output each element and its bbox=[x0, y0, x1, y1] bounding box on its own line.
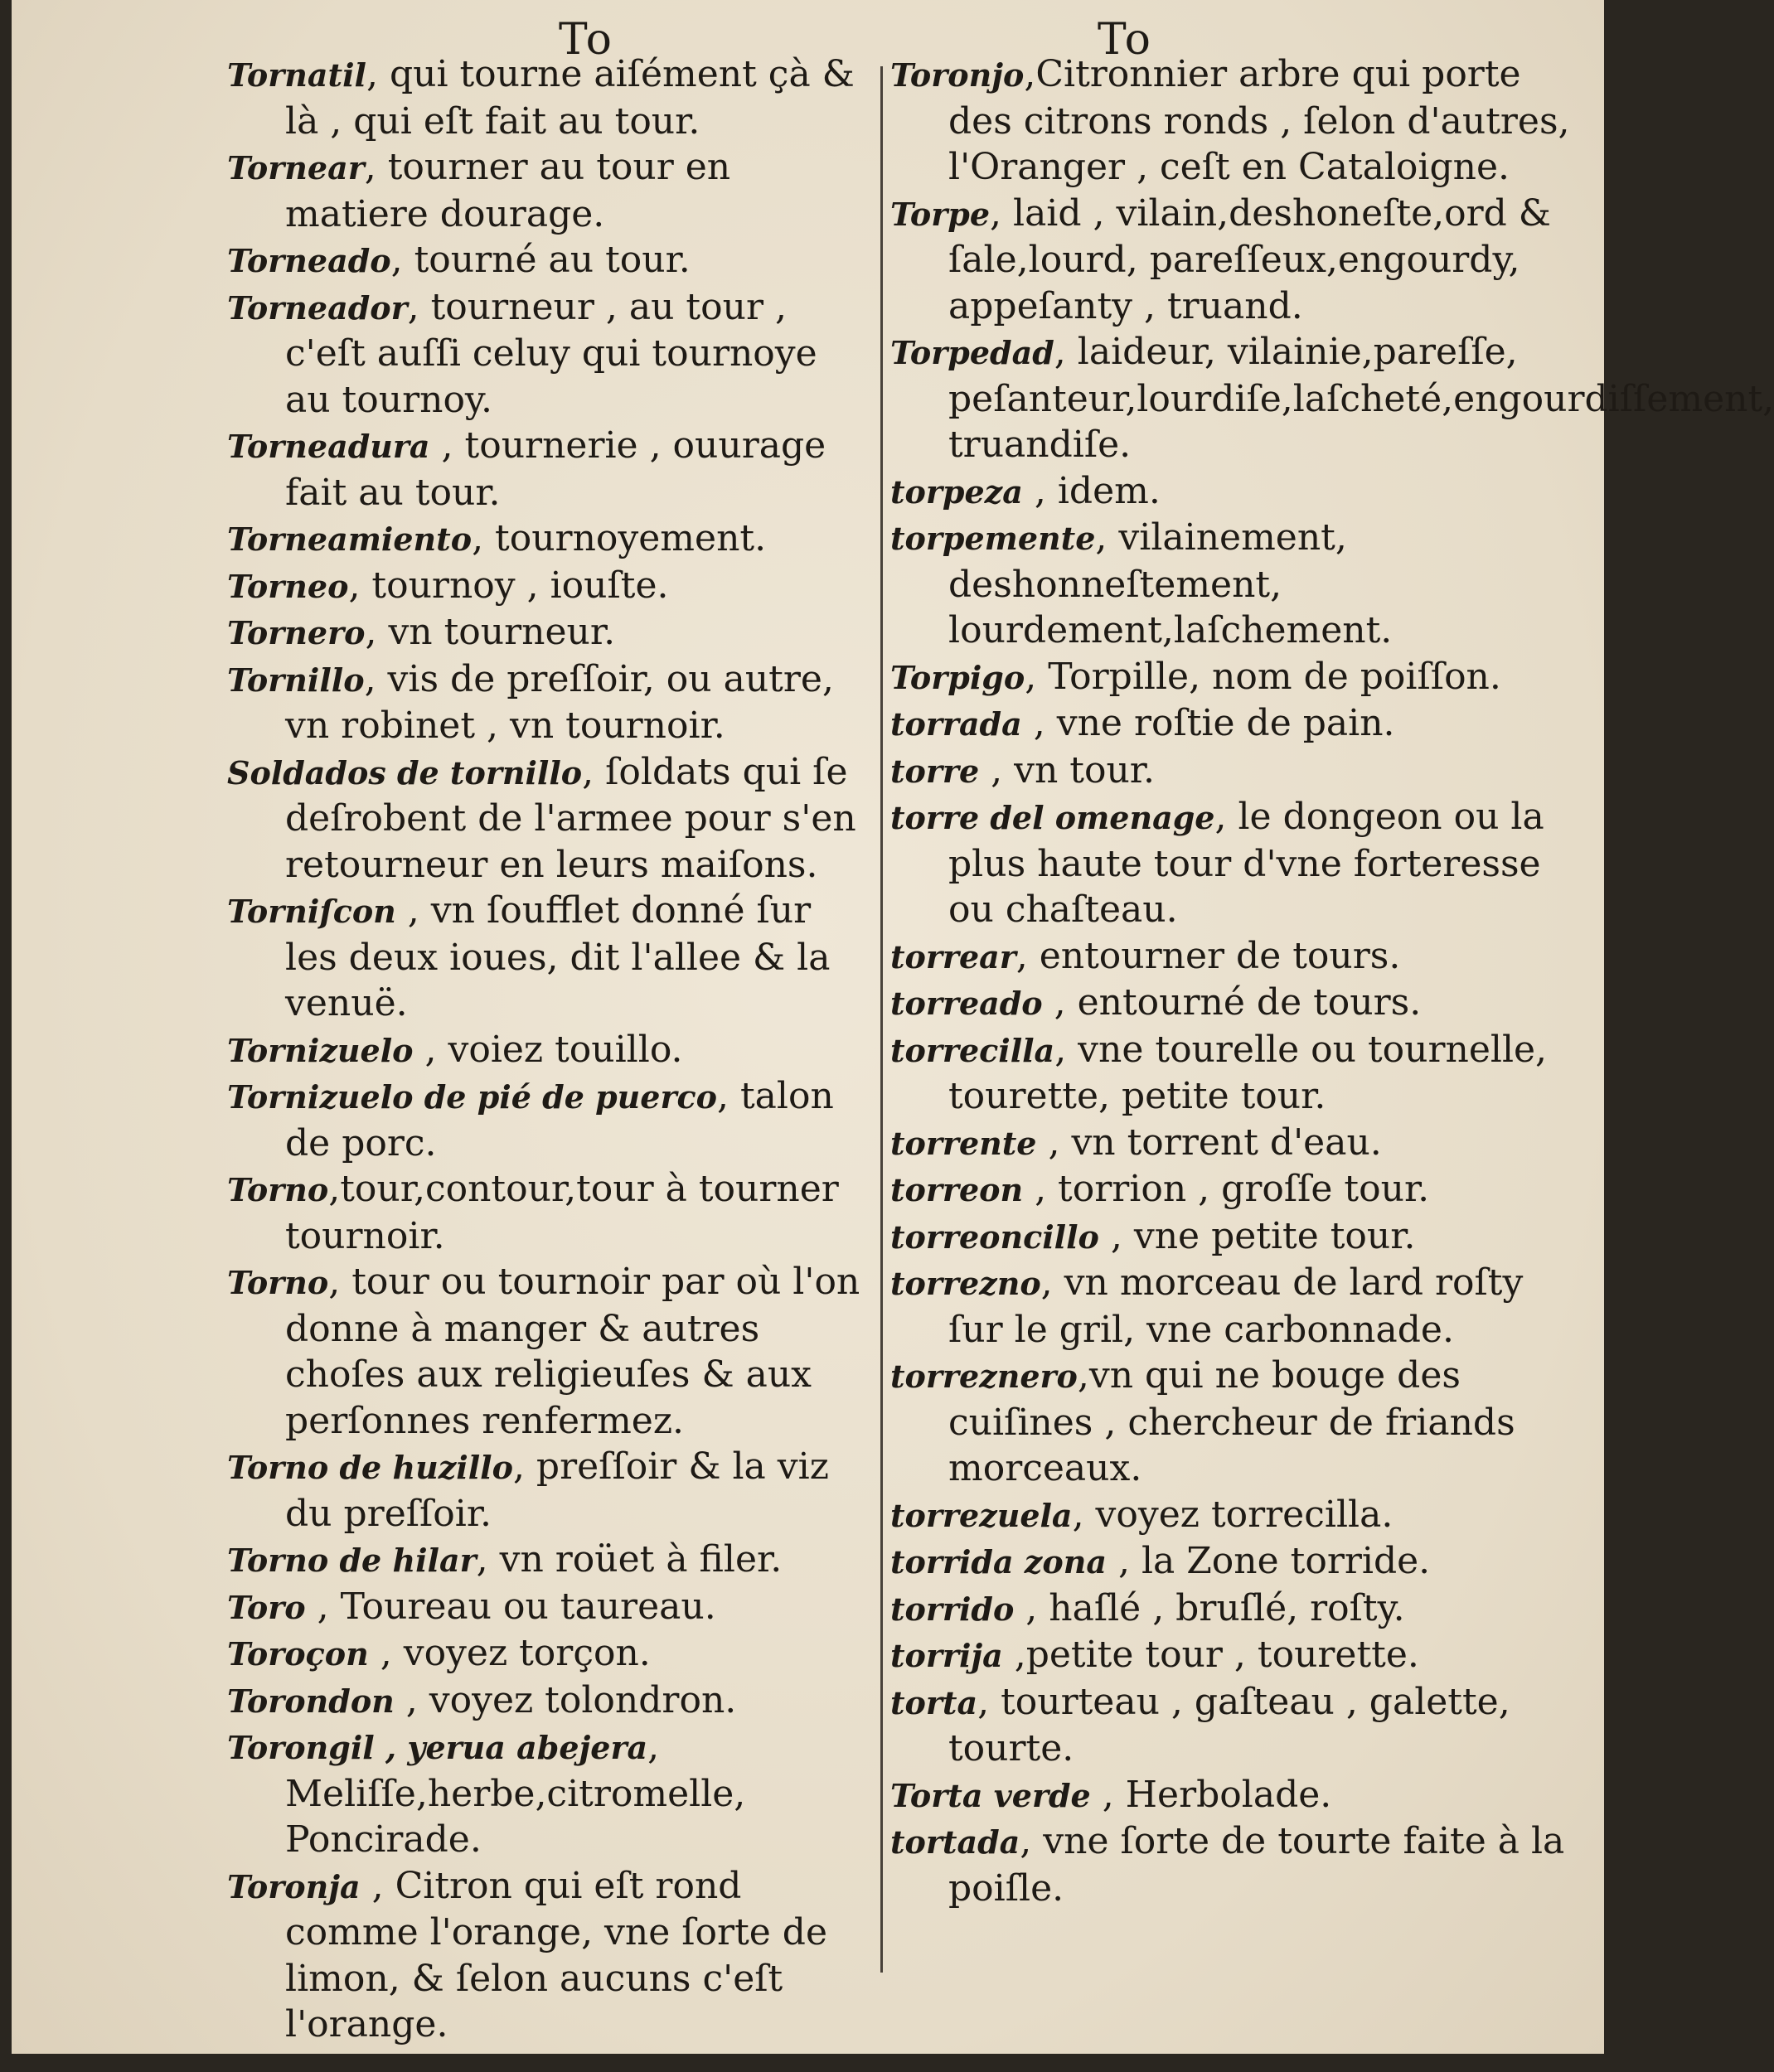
entry bbox=[890, 1027, 1570, 1120]
entry bbox=[890, 1166, 1570, 1213]
entry-term: torre del omenage bbox=[890, 799, 1215, 836]
entry-term: Soldados de tornillo bbox=[227, 753, 583, 792]
entry-term: Torpigo bbox=[890, 658, 1025, 696]
entry-def: ,vn qui ne bouge des cuiſines , chercheur de friands morceaux. bbox=[948, 1354, 1515, 1489]
running-head-right: To bbox=[1098, 15, 1152, 65]
entry-def: , vn roüet à filer. bbox=[476, 1538, 783, 1581]
entry-term: Torongil , yerua abejera bbox=[227, 1729, 648, 1766]
entry bbox=[890, 1538, 1570, 1585]
entry-def: , idem. bbox=[1022, 469, 1161, 512]
entry bbox=[227, 284, 874, 424]
entry-term: Torno bbox=[227, 1171, 329, 1208]
entry bbox=[227, 237, 874, 284]
entry bbox=[227, 609, 874, 656]
entry-term: torreznero bbox=[890, 1358, 1078, 1395]
entry bbox=[227, 1724, 874, 1863]
entry-def: , vn torrent d'eau. bbox=[1036, 1121, 1382, 1164]
entry-def: , voiez touillo. bbox=[413, 1028, 683, 1071]
entry-term: Torta verde bbox=[890, 1776, 1091, 1814]
entry bbox=[890, 191, 1570, 330]
entry-term: torreon bbox=[890, 1171, 1024, 1208]
entry-def: , talon de porc. bbox=[285, 1075, 834, 1164]
entry-def: , la Zone torride. bbox=[1106, 1540, 1431, 1582]
right-column bbox=[890, 51, 1774, 1911]
entry bbox=[227, 1027, 874, 1074]
entry-term: Torno de hilar bbox=[227, 1542, 477, 1579]
entry-term: Torneamiento bbox=[227, 520, 473, 558]
entry-term: Toroçon bbox=[227, 1635, 369, 1673]
entry-def: , laideur, vilainie,pareſſe, peſanteur,lourdiſe,laſcheté,engourdiſſement, truandiſe. bbox=[948, 331, 1774, 466]
entry-def: , vis de preſſoir, ou autre, vn robinet , vn tournoir. bbox=[285, 657, 834, 747]
entry bbox=[890, 51, 1570, 191]
entry bbox=[227, 656, 874, 749]
entry-term: torpeza bbox=[890, 472, 1023, 511]
entry-def: , tournerie , ouurage fait au tour. bbox=[285, 424, 826, 514]
entry-def: ,tour,contour,tour à tourner tournoir. bbox=[285, 1168, 839, 1257]
entry bbox=[890, 1632, 1570, 1679]
entry-def: , laid , vilain,deshoneſte,ord & ſale,lourd, pareſſeux,engourdy, appeſanty , truand. bbox=[948, 191, 1551, 327]
entry-def: , vne tourelle ou tournelle, tourette, petite tour. bbox=[948, 1028, 1548, 1117]
entry bbox=[890, 1260, 1570, 1353]
entry-term: torta bbox=[890, 1683, 978, 1721]
entry-def: , vn tourneur. bbox=[365, 611, 616, 653]
entry bbox=[227, 1863, 874, 2048]
entry bbox=[227, 1444, 874, 1537]
entry bbox=[890, 1818, 1570, 1911]
running-head-left: To bbox=[559, 15, 613, 65]
entry-def: , tournoy , iouſte. bbox=[348, 564, 669, 607]
entry-term: Tornear bbox=[227, 149, 365, 186]
entry-def: , vne petite tour. bbox=[1098, 1214, 1416, 1257]
column-rule bbox=[880, 66, 883, 1973]
entry-term: Toro bbox=[227, 1588, 306, 1626]
entry bbox=[227, 749, 874, 888]
left-column bbox=[227, 51, 874, 2048]
entry bbox=[890, 1353, 1570, 1492]
entry-def: , tourné au tour. bbox=[390, 239, 691, 281]
entry bbox=[227, 1259, 874, 1444]
entry-def: , voyez torrecilla. bbox=[1072, 1493, 1394, 1536]
entry-term: torre bbox=[890, 752, 980, 790]
entry-term: torrida zona bbox=[890, 1543, 1107, 1581]
entry-term: Tornizuelo de pié de puerco bbox=[227, 1078, 717, 1116]
entry-term: Torpedad bbox=[890, 334, 1054, 371]
entry-term: torrear bbox=[890, 937, 1016, 975]
entry-def: , Meliſſe,herbe,citromelle, Poncirade. bbox=[285, 1726, 746, 1861]
entry-term: Torneadura bbox=[227, 428, 430, 465]
entry-term: tortada bbox=[890, 1823, 1020, 1861]
entry-term: torreoncillo bbox=[890, 1218, 1099, 1256]
entry bbox=[227, 888, 874, 1027]
entry-term: Tornizuelo bbox=[227, 1031, 414, 1069]
entry bbox=[227, 1073, 874, 1166]
entry-def: ,petite tour , tourette. bbox=[1002, 1634, 1419, 1676]
entry-term: Torondon bbox=[227, 1682, 395, 1720]
entry-term: Toronja bbox=[227, 1867, 361, 1905]
entry-def: , vilainement, deshonneſtement, lourdement,laſchement. bbox=[948, 516, 1393, 651]
entry bbox=[890, 329, 1774, 468]
entry-term: Torno bbox=[227, 1264, 329, 1301]
entry-def: , tour ou tournoir par où l'on donne à manger & autres choſes aux religieuſes & aux perſonnes renfermez. bbox=[285, 1261, 860, 1442]
entry bbox=[890, 1679, 1570, 1772]
entry-def: , preſſoir & la viz du preſſoir. bbox=[285, 1445, 829, 1535]
entry-def: , le dongeon ou la plus haute tour d'vne forteresse ou chaſteau. bbox=[948, 796, 1544, 931]
entry-def: , Herbolade. bbox=[1090, 1773, 1332, 1816]
entry-def: , haſlé , bruſlé, roſty. bbox=[1014, 1586, 1405, 1629]
entry bbox=[890, 1120, 1570, 1167]
entry bbox=[227, 1630, 874, 1677]
entry-def: , vn morceau de lard roſty ſur le gril, vne carbonnade. bbox=[948, 1261, 1524, 1351]
entry bbox=[890, 1585, 1570, 1633]
entry-term: Toronjo bbox=[890, 56, 1025, 94]
entry-def: , tournoyement. bbox=[472, 517, 767, 559]
entry-def: , Citron qui eſt rond comme l'orange, vne ſorte de limon, & ſelon aucuns c'eſt l'orange. bbox=[285, 1864, 827, 2045]
entry bbox=[890, 933, 1570, 980]
entry-term: Tornillo bbox=[227, 661, 365, 699]
entry bbox=[227, 1166, 874, 1259]
entry-def: , tourneur , au tour , c'eſt auſſi celuy qui tournoye au tournoy. bbox=[285, 285, 817, 421]
entry-term: Tornatil bbox=[227, 56, 366, 94]
entry-term: Torpe bbox=[890, 195, 991, 233]
entry bbox=[227, 1584, 874, 1631]
entry-term: torrija bbox=[890, 1637, 1003, 1674]
entry bbox=[890, 980, 1570, 1027]
entry-term: torrido bbox=[890, 1590, 1015, 1628]
entry-def: , voyez torçon. bbox=[368, 1632, 651, 1674]
entry-term: Tornero bbox=[227, 614, 366, 651]
entry-term: Torno de huzillo bbox=[227, 1449, 513, 1486]
entry bbox=[890, 654, 1570, 701]
entry bbox=[227, 51, 874, 144]
entry-term: torrente bbox=[890, 1124, 1037, 1162]
entry bbox=[890, 1492, 1570, 1539]
entry-def: , Toureau ou taureau. bbox=[305, 1585, 716, 1628]
entry-term: torrezuela bbox=[890, 1496, 1073, 1534]
entry-def: , tourner au tour en matiere dourage. bbox=[285, 146, 731, 235]
entry-def: , entourné de tours. bbox=[1042, 981, 1422, 1024]
entry bbox=[227, 563, 874, 610]
entry-def: , tourteau , gaſteau , galette, tourte. bbox=[948, 1680, 1510, 1769]
entry bbox=[890, 1772, 1570, 1819]
entry-term: torrada bbox=[890, 705, 1022, 743]
entry-term: Torneador bbox=[227, 288, 408, 327]
entry bbox=[890, 794, 1570, 933]
entry-def: , vn ſoufflet donné ſur les deux ioues, dit l'allee & la venuë. bbox=[285, 889, 831, 1024]
entry bbox=[890, 748, 1570, 795]
entry-def: , entourner de tours. bbox=[1015, 934, 1401, 977]
entry-def: ,Citronnier arbre qui porte des citrons ronds , ſelon d'autres, l'Oranger , ceſt en Cataloigne. bbox=[948, 53, 1570, 188]
entry bbox=[890, 468, 1570, 516]
entry-def: , voyez tolondron. bbox=[394, 1678, 737, 1721]
entry-term: torreado bbox=[890, 985, 1043, 1022]
entry-term: Torneado bbox=[227, 242, 391, 279]
entry-term: torrezno bbox=[890, 1265, 1041, 1302]
entry-def: , vne roſtie de pain. bbox=[1021, 702, 1395, 744]
entry-def: , ſoldats qui ſe deſrobent de l'armee pour s'en retourneur en leurs maiſons. bbox=[285, 750, 856, 886]
entry-def: , Torpille, nom de poiſſon. bbox=[1025, 655, 1501, 698]
entry bbox=[227, 144, 874, 237]
entry bbox=[227, 516, 874, 563]
dictionary-page bbox=[12, 0, 1774, 2054]
entry bbox=[227, 423, 874, 516]
entry-def: , qui tourne aiſément çà & là , qui eſt fait au tour. bbox=[285, 53, 855, 143]
entry-def: , vne ſorte de tourte faite à la poiſle. bbox=[948, 1820, 1565, 1910]
entry-term: Torneo bbox=[227, 567, 349, 605]
entry-term: torrecilla bbox=[890, 1031, 1055, 1069]
entry-def: , vn tour. bbox=[979, 748, 1155, 792]
entry bbox=[227, 1537, 874, 1584]
entry bbox=[890, 1213, 1570, 1261]
entry-term: Torniſcon bbox=[227, 893, 396, 930]
entry bbox=[227, 1677, 874, 1725]
entry-def: , torrion , groſſe tour. bbox=[1023, 1168, 1430, 1210]
entry bbox=[890, 700, 1570, 748]
entry-term: torpemente bbox=[890, 520, 1096, 557]
entry bbox=[890, 515, 1570, 654]
